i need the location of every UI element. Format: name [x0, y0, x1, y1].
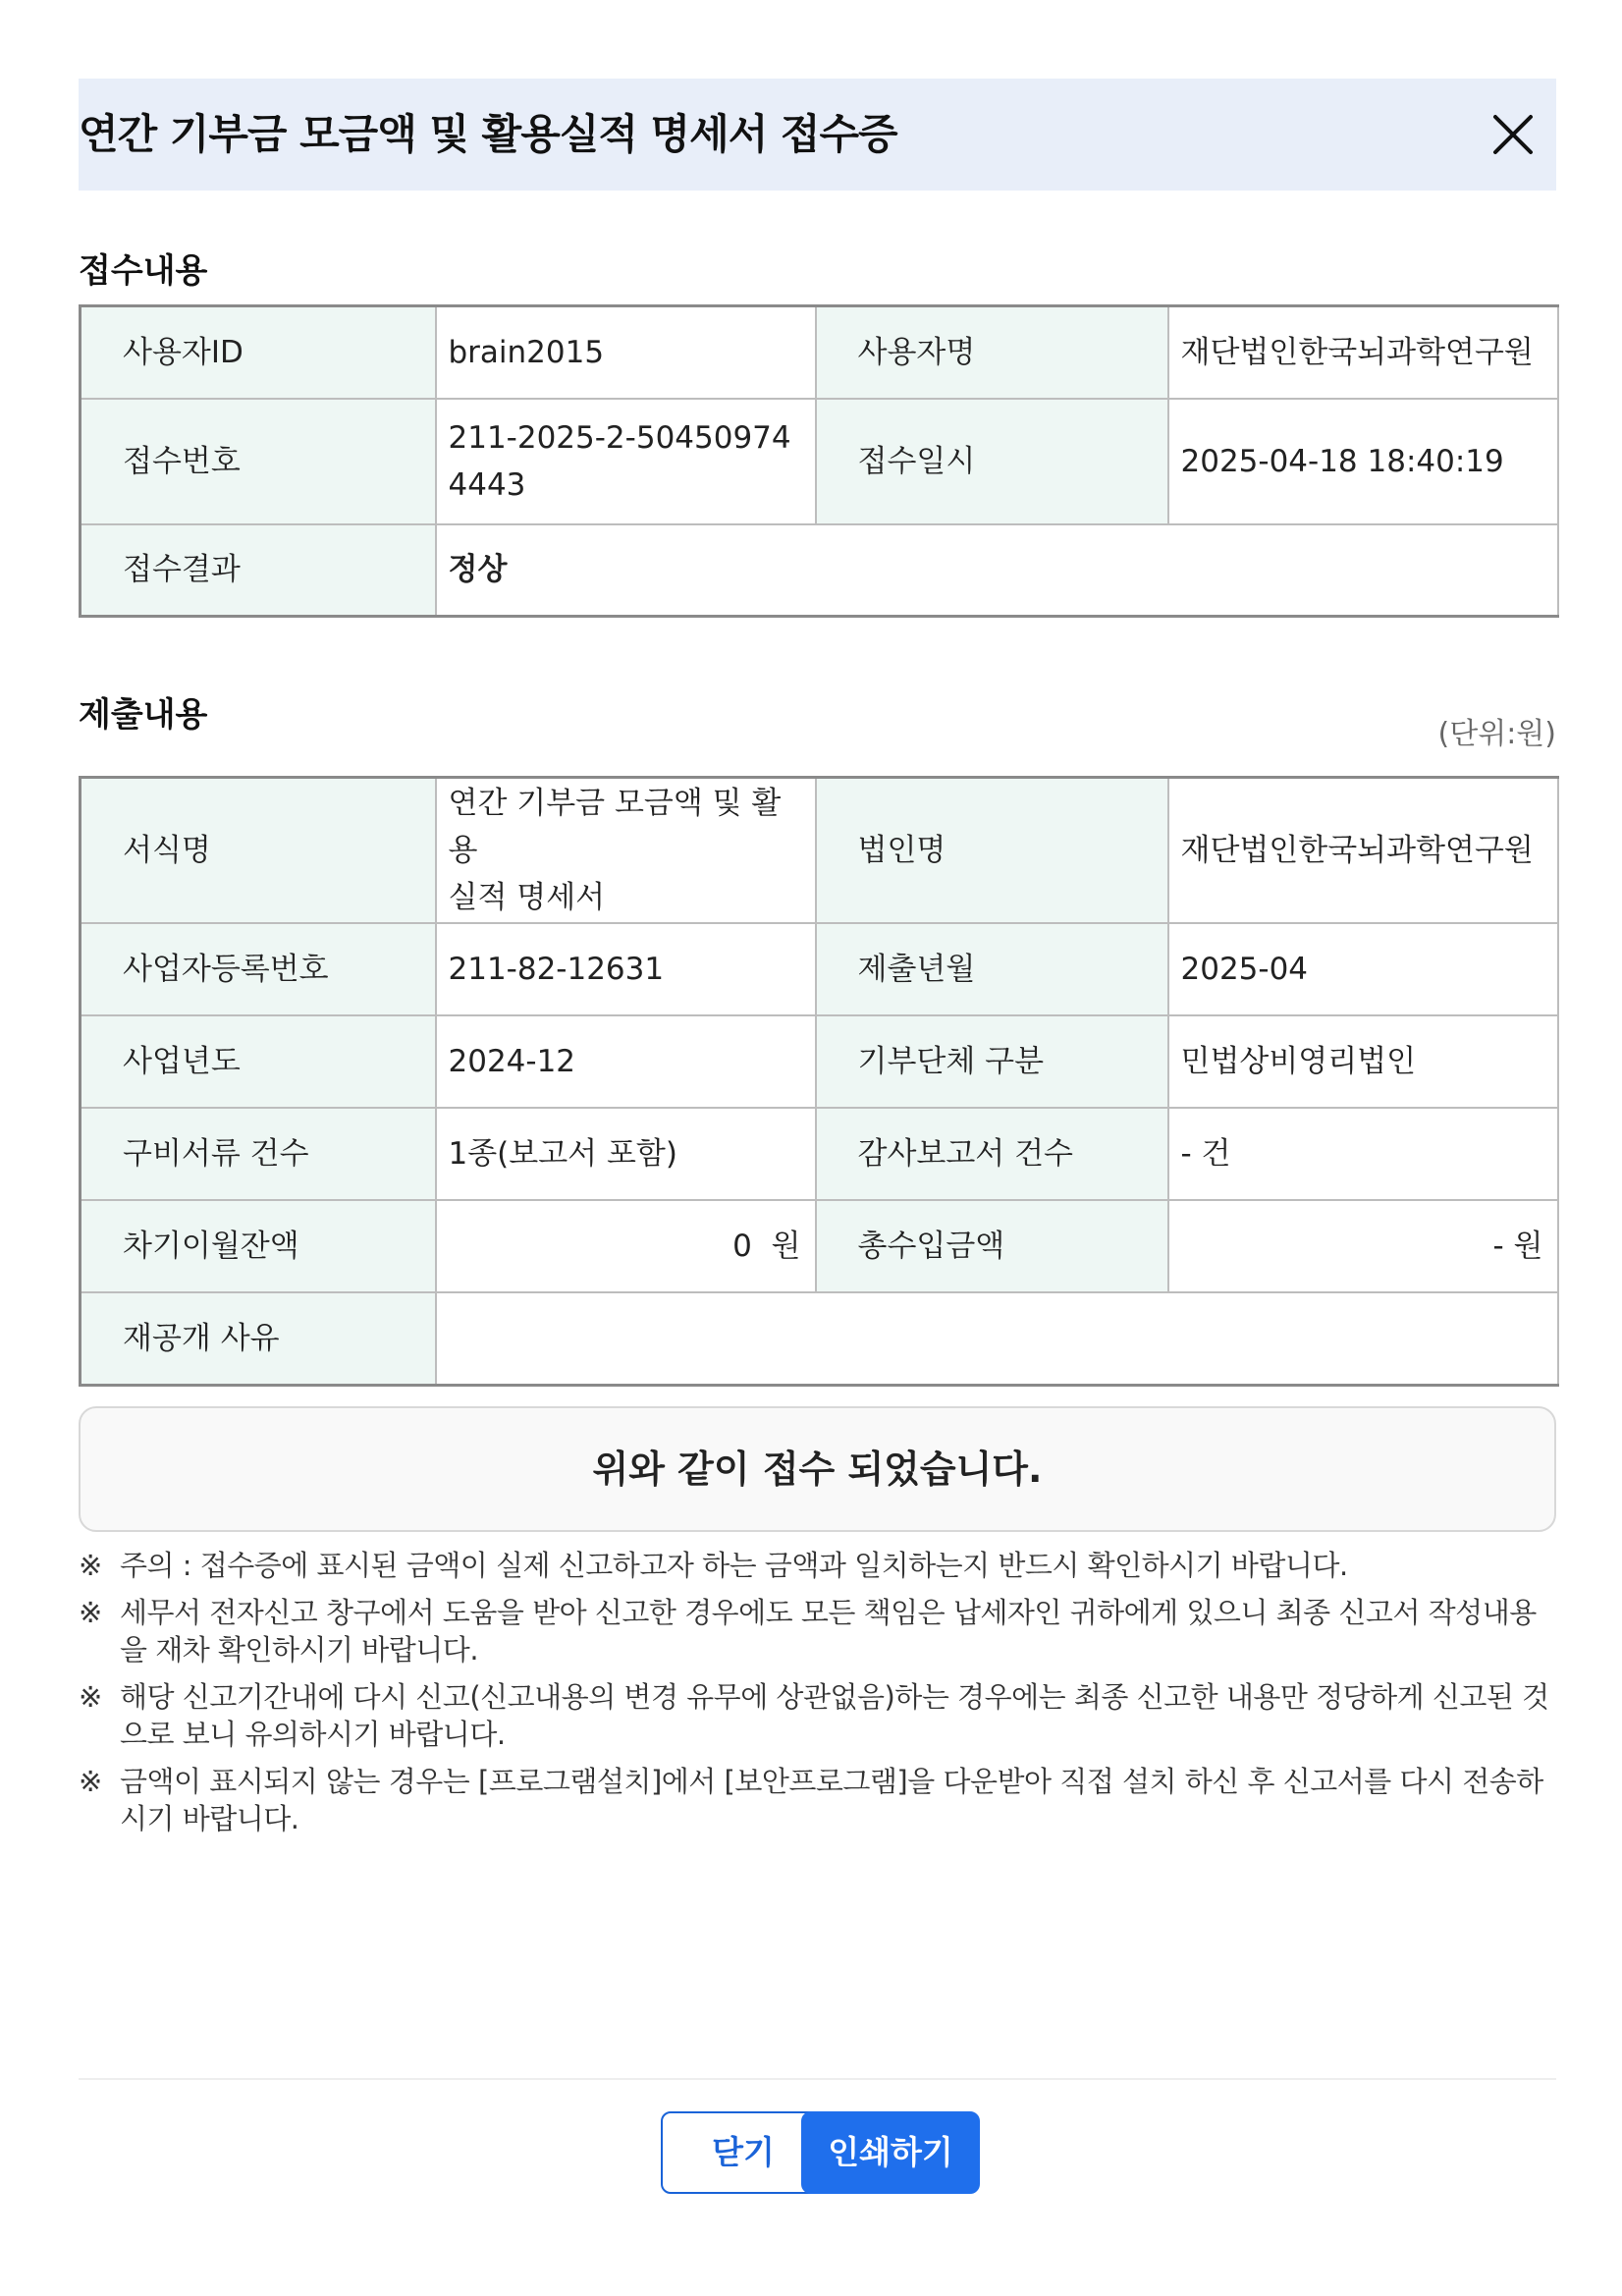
- org-type-label: 기부단체 구분: [816, 1015, 1168, 1108]
- note-mark: ※: [79, 1680, 102, 1714]
- biz-no-label: 사업자등록번호: [81, 923, 436, 1015]
- audit-count-value: - 건: [1168, 1108, 1558, 1200]
- table-row: [81, 1292, 1558, 1385]
- note-item: [79, 1547, 1556, 1584]
- print-button[interactable]: 인쇄하기: [801, 2111, 980, 2194]
- table-row: [81, 1200, 1558, 1292]
- note-item: [79, 1594, 1556, 1668]
- corp-name-value: 재단법인한국뇌과학연구원: [1168, 778, 1558, 924]
- submission-section-title: 제출내용: [79, 695, 208, 735]
- table-row: [81, 306, 1558, 399]
- close-button[interactable]: 닫기: [661, 2111, 826, 2194]
- biz-year-value: 2024-12: [436, 1015, 816, 1108]
- note-text: 세무서 전자신고 창구에서 도움을 받아 신고한 경우에도 모든 책임은 납세자인 귀하에게 있으니 최종 신고서 작성내용을 재차 확인하시기 바랍니다.: [120, 1596, 1537, 1667]
- submission-table: [79, 776, 1559, 1387]
- result-value: 정상: [436, 524, 1558, 617]
- submit-month-value: 2025-04: [1168, 923, 1558, 1015]
- docs-count-label: 구비서류 건수: [81, 1108, 436, 1200]
- note-mark: ※: [79, 1549, 102, 1582]
- table-row: [81, 778, 1558, 924]
- user-name-value: 재단법인한국뇌과학연구원: [1168, 306, 1558, 399]
- receipt-no-line1: 211-2025-2-50450974: [448, 419, 791, 456]
- republish-value: [436, 1292, 1558, 1385]
- unit-label: (단위:원): [1437, 717, 1556, 751]
- note-mark: ※: [79, 1765, 102, 1798]
- user-id-label: 사용자ID: [81, 306, 436, 399]
- receipt-no-label: 접수번호: [81, 399, 436, 524]
- close-icon[interactable]: [1487, 109, 1539, 160]
- biz-year-label: 사업년도: [81, 1015, 436, 1108]
- republish-label: 재공개 사유: [81, 1292, 436, 1385]
- form-name-value: [436, 778, 816, 924]
- receipt-no-value: [436, 399, 816, 524]
- receipt-table: [79, 304, 1559, 618]
- form-name-line2: 실적 명세서: [448, 880, 606, 915]
- carryover-value: 0 원: [436, 1200, 816, 1292]
- result-label: 접수결과: [81, 524, 436, 617]
- receipt-date-label: 접수일시: [816, 399, 1168, 524]
- note-item: [79, 1763, 1556, 1837]
- note-text: 해당 신고기간내에 다시 신고(신고내용의 변경 유무에 상관없음)하는 경우에는 최종 신고한 내용만 정당하게 신고된 것으로 보니 유의하시기 바랍니다.: [120, 1680, 1549, 1751]
- notes-list: [79, 1547, 1556, 1847]
- table-row: [81, 1108, 1558, 1200]
- form-name-line1: 연간 기부금 모금액 및 활용: [448, 786, 782, 868]
- note-text: 금액이 표시되지 않는 경우는 [프로그램설치]에서 [보안프로그램]을 다운받아 직접 설치 하신 후 신고서를 다시 전송하시기 바랍니다.: [120, 1765, 1543, 1835]
- note-mark: ※: [79, 1596, 102, 1629]
- org-type-value: 민법상비영리법인: [1168, 1015, 1558, 1108]
- docs-count-value: 1종(보고서 포함): [436, 1108, 816, 1200]
- footer-divider: [79, 2078, 1556, 2080]
- corp-name-label: 법인명: [816, 778, 1168, 924]
- form-name-label: 서식명: [81, 778, 436, 924]
- audit-count-label: 감사보고서 건수: [816, 1108, 1168, 1200]
- receipt-section-title: 접수내용: [79, 251, 208, 291]
- carryover-label: 차기이월잔액: [81, 1200, 436, 1292]
- note-item: [79, 1678, 1556, 1753]
- biz-no-value: 211-82-12631: [436, 923, 816, 1015]
- confirm-message: 위와 같이 접수 되었습니다.: [79, 1406, 1556, 1532]
- table-row: [81, 524, 1558, 617]
- dialog-header: [79, 79, 1556, 191]
- dialog-title: 연간 기부금 모금액 및 활용실적 명세서 접수증: [79, 110, 897, 158]
- note-text: 주의 : 접수증에 표시된 금액이 실제 신고하고자 하는 금액과 일치하는지 반드시 확인하시기 바랍니다.: [120, 1549, 1348, 1582]
- table-row: [81, 399, 1558, 524]
- user-id-value: brain2015: [436, 306, 816, 399]
- total-income-label: 총수입금액: [816, 1200, 1168, 1292]
- receipt-no-line2: 4443: [448, 466, 526, 503]
- receipt-date-value: 2025-04-18 18:40:19: [1168, 399, 1558, 524]
- submit-month-label: 제출년월: [816, 923, 1168, 1015]
- total-income-value: - 원: [1168, 1200, 1558, 1292]
- table-row: [81, 1015, 1558, 1108]
- table-row: [81, 923, 1558, 1015]
- user-name-label: 사용자명: [816, 306, 1168, 399]
